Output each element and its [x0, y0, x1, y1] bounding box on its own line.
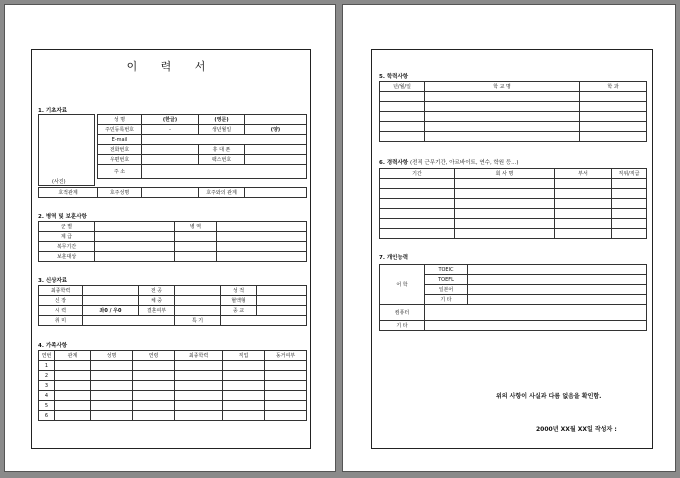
table-cell: [133, 411, 175, 421]
table-cell: [133, 381, 175, 391]
table-cell: TOEIC: [425, 265, 468, 275]
table-cell: 2: [39, 371, 55, 381]
table-cell: 전화번호: [98, 145, 142, 155]
table-cell: [455, 189, 555, 199]
table-cell: [455, 199, 555, 209]
table-cell: [133, 361, 175, 371]
table-cell: 기간: [380, 169, 455, 179]
table-cell: [257, 296, 307, 306]
table-header-row: [39, 351, 307, 361]
table-cell: [223, 371, 265, 381]
signature-line: 2000년 XX월 XX일 작성자 :: [536, 426, 617, 433]
table-cell: [55, 371, 91, 381]
table-cell: 일본어: [425, 285, 468, 295]
table-cell: [455, 229, 555, 239]
table-cell: [217, 252, 307, 262]
table-row: [380, 189, 647, 199]
table-row: [98, 165, 307, 179]
table-cell: 결혼여부: [139, 306, 175, 316]
section-basic-title: 1. 기초자료: [38, 108, 68, 114]
table-cell: [425, 305, 647, 321]
table-cell: 성 적: [221, 286, 257, 296]
table-row: [380, 229, 647, 239]
table-cell: [142, 165, 307, 179]
table-cell: [83, 286, 139, 296]
page-2-frame: [371, 49, 653, 449]
table-cell: [217, 242, 307, 252]
table-cell: [175, 296, 221, 306]
table-cell: [380, 92, 425, 102]
table-cell: [380, 132, 425, 142]
personal-table: [38, 285, 307, 326]
table-row: [380, 122, 647, 132]
table-cell: [380, 209, 455, 219]
table-row: [380, 102, 647, 112]
table-cell: [380, 179, 455, 189]
table-cell: [175, 401, 223, 411]
table-row: [39, 316, 307, 326]
table-cell: [142, 155, 199, 165]
table-cell: [380, 229, 455, 239]
table-row: [39, 306, 307, 316]
table-cell: 관계: [55, 351, 91, 361]
table-cell: [175, 286, 221, 296]
table-row: [98, 155, 307, 165]
table-cell: [175, 306, 221, 316]
table-cell: 성명: [91, 351, 133, 361]
military-table: [38, 221, 307, 262]
table-row: [98, 145, 307, 155]
table-cell: [468, 285, 647, 295]
table-cell: [55, 401, 91, 411]
basic-info-table: [97, 114, 307, 179]
ability-table: [379, 264, 647, 331]
table-cell: 주 소: [98, 165, 142, 179]
table-cell: 학 교 명: [425, 82, 580, 92]
table-cell: [265, 371, 307, 381]
table-cell: 전 공: [139, 286, 175, 296]
table-cell: 주민등록번호: [98, 125, 142, 135]
table-cell: 병 역: [175, 222, 217, 232]
table-cell: 특 기: [175, 316, 221, 326]
section-family-title: 4. 가족사항: [38, 343, 68, 349]
table-cell: [555, 179, 612, 189]
document-title: 이 력 서: [126, 60, 216, 73]
table-row: [39, 371, 307, 381]
table-cell: 연번: [39, 351, 55, 361]
table-cell: 6: [39, 411, 55, 421]
table-cell: [425, 112, 580, 122]
table-cell: [91, 361, 133, 371]
table-cell: [257, 286, 307, 296]
table-cell: [223, 401, 265, 411]
table-cell: [612, 179, 647, 189]
table-row: [380, 112, 647, 122]
table-cell: [245, 188, 307, 198]
table-cell: [555, 209, 612, 219]
table-cell: 학 과: [580, 82, 647, 92]
table-cell: [245, 155, 307, 165]
table-cell: [425, 102, 580, 112]
table-cell: 연령: [133, 351, 175, 361]
table-row: [39, 411, 307, 421]
family-table: [38, 350, 307, 421]
table-cell: [55, 411, 91, 421]
table-cell: [580, 102, 647, 112]
resume-page-2: [342, 4, 676, 472]
table-cell: [133, 391, 175, 401]
table-cell: E-mail: [98, 135, 142, 145]
table-cell: [223, 361, 265, 371]
table-cell: [612, 199, 647, 209]
table-cell: [83, 316, 175, 326]
table-row: [380, 321, 647, 331]
table-row: [39, 286, 307, 296]
confirmation-text: 위의 사항이 사실과 다름 없음을 확인함.: [496, 393, 602, 400]
table-cell: [265, 411, 307, 421]
table-cell: [223, 381, 265, 391]
table-cell: 컴퓨터: [380, 305, 425, 321]
career-table: [379, 168, 647, 239]
table-cell: [142, 135, 307, 145]
table-cell: [175, 361, 223, 371]
table-row: [39, 401, 307, 411]
table-cell: (영문): [199, 115, 245, 125]
table-cell: 호적관계: [39, 188, 98, 198]
table-cell: [265, 361, 307, 371]
table-row: [380, 132, 647, 142]
resume-page-1: [4, 4, 336, 472]
table-row: [380, 209, 647, 219]
table-cell: [555, 199, 612, 209]
table-cell: [380, 122, 425, 132]
table-cell: 생년월일: [199, 125, 245, 135]
table-cell: 좌0 / 우0: [83, 306, 139, 316]
table-cell: [612, 229, 647, 239]
table-header-row: [380, 82, 647, 92]
table-row: [39, 381, 307, 391]
photo-box: [38, 114, 95, 186]
table-cell: [91, 391, 133, 401]
table-cell: [265, 401, 307, 411]
table-cell: [580, 112, 647, 122]
table-cell: 최종학력: [175, 351, 223, 361]
table-cell: [55, 391, 91, 401]
table-cell: 5: [39, 401, 55, 411]
table-row: [380, 305, 647, 321]
family-register-row: [38, 187, 307, 198]
section-military-title: 2. 병역 및 보훈사항: [38, 214, 87, 220]
table-cell: [91, 411, 133, 421]
table-cell: [175, 232, 217, 242]
table-row: [39, 232, 307, 242]
table-header-row: [380, 169, 647, 179]
table-cell: (양): [245, 125, 307, 135]
table-cell: [175, 242, 217, 252]
table-cell: [175, 371, 223, 381]
table-cell: [91, 371, 133, 381]
table-cell: 복무기간: [39, 242, 95, 252]
table-cell: [223, 411, 265, 421]
section-ability-title: 7. 개인능력: [379, 255, 409, 261]
table-cell: [580, 122, 647, 132]
table-cell: [425, 132, 580, 142]
table-cell: [175, 391, 223, 401]
table-cell: [175, 411, 223, 421]
section-career-title: 6. 경력사항 (전직 근무기간, 아르바이트, 연수, 학원 등...): [379, 160, 519, 166]
table-cell: [265, 381, 307, 391]
table-cell: [221, 316, 307, 326]
table-cell: [223, 391, 265, 401]
table-cell: [580, 132, 647, 142]
table-cell: [91, 381, 133, 391]
table-cell: 4: [39, 391, 55, 401]
table-cell: 호주성명: [98, 188, 142, 198]
table-cell: [133, 371, 175, 381]
table-cell: [175, 252, 217, 262]
education-table: [379, 81, 647, 142]
table-cell: [468, 265, 647, 275]
table-row: [98, 135, 307, 145]
table-cell: [380, 112, 425, 122]
table-cell: 혈액형: [221, 296, 257, 306]
table-cell: [580, 92, 647, 102]
table-cell: -: [142, 125, 199, 135]
table-cell: 동거여부: [265, 351, 307, 361]
table-row: [39, 361, 307, 371]
table-cell: [425, 92, 580, 102]
photo-label: (사진): [52, 179, 66, 185]
table-cell: [468, 295, 647, 305]
table-cell: 휴 대 폰: [199, 145, 245, 155]
table-row: [380, 199, 647, 209]
table-cell: [612, 219, 647, 229]
table-cell: [612, 209, 647, 219]
table-row: [39, 242, 307, 252]
table-cell: 년/월/일: [380, 82, 425, 92]
table-cell: [380, 102, 425, 112]
section-education-title: 5. 학력사항: [379, 74, 409, 80]
table-row: [380, 92, 647, 102]
table-cell: [91, 401, 133, 411]
table-row: [98, 125, 307, 135]
table-row: [380, 219, 647, 229]
table-cell: 직위/직급: [612, 169, 647, 179]
table-cell: 회 사 명: [455, 169, 555, 179]
table-cell: [380, 219, 455, 229]
table-cell: [55, 361, 91, 371]
table-cell: [217, 222, 307, 232]
table-cell: [133, 401, 175, 411]
table-cell: 1: [39, 361, 55, 371]
table-cell: [425, 321, 647, 331]
table-cell: [95, 222, 175, 232]
table-cell: 팩스번호: [199, 155, 245, 165]
page-1-frame: [31, 49, 311, 449]
table-cell: [245, 115, 307, 125]
table-cell: 취 미: [39, 316, 83, 326]
table-cell: 최종학력: [39, 286, 83, 296]
table-cell: [455, 179, 555, 189]
table-cell: TOEFL: [425, 275, 468, 285]
table-cell: [455, 219, 555, 229]
table-row: [39, 296, 307, 306]
table-cell: 기 타: [425, 295, 468, 305]
table-cell: [175, 381, 223, 391]
table-cell: 어 학: [380, 265, 425, 305]
table-cell: 보훈대상: [39, 252, 95, 262]
table-cell: [425, 122, 580, 132]
table-row: [39, 188, 307, 198]
table-cell: [95, 232, 175, 242]
section-personal-title: 3. 신상자료: [38, 278, 68, 284]
table-cell: [245, 145, 307, 155]
table-cell: [380, 189, 455, 199]
table-cell: [95, 252, 175, 262]
table-row: [380, 265, 647, 275]
table-cell: [142, 145, 199, 155]
table-row: [98, 115, 307, 125]
table-cell: 신 장: [39, 296, 83, 306]
table-cell: [380, 199, 455, 209]
table-cell: [455, 209, 555, 219]
table-cell: [555, 219, 612, 229]
table-cell: 성 명: [98, 115, 142, 125]
table-cell: [55, 381, 91, 391]
table-cell: [468, 275, 647, 285]
table-cell: [555, 189, 612, 199]
table-cell: 계 급: [39, 232, 95, 242]
table-row: [380, 179, 647, 189]
table-cell: [257, 306, 307, 316]
table-cell: 군 별: [39, 222, 95, 232]
table-row: [39, 222, 307, 232]
table-cell: [265, 391, 307, 401]
table-cell: 종 교: [221, 306, 257, 316]
table-cell: [83, 296, 139, 306]
table-cell: 부서: [555, 169, 612, 179]
table-cell: 시 력: [39, 306, 83, 316]
table-cell: [217, 232, 307, 242]
table-cell: (한글): [142, 115, 199, 125]
table-cell: 3: [39, 381, 55, 391]
table-cell: 기 타: [380, 321, 425, 331]
table-cell: [95, 242, 175, 252]
table-cell: 직업: [223, 351, 265, 361]
table-cell: [142, 188, 199, 198]
table-cell: [612, 189, 647, 199]
table-cell: [555, 229, 612, 239]
table-row: [39, 252, 307, 262]
table-cell: 체 중: [139, 296, 175, 306]
table-cell: 우편번호: [98, 155, 142, 165]
table-row: [39, 391, 307, 401]
table-cell: 호주와의 관계: [199, 188, 245, 198]
